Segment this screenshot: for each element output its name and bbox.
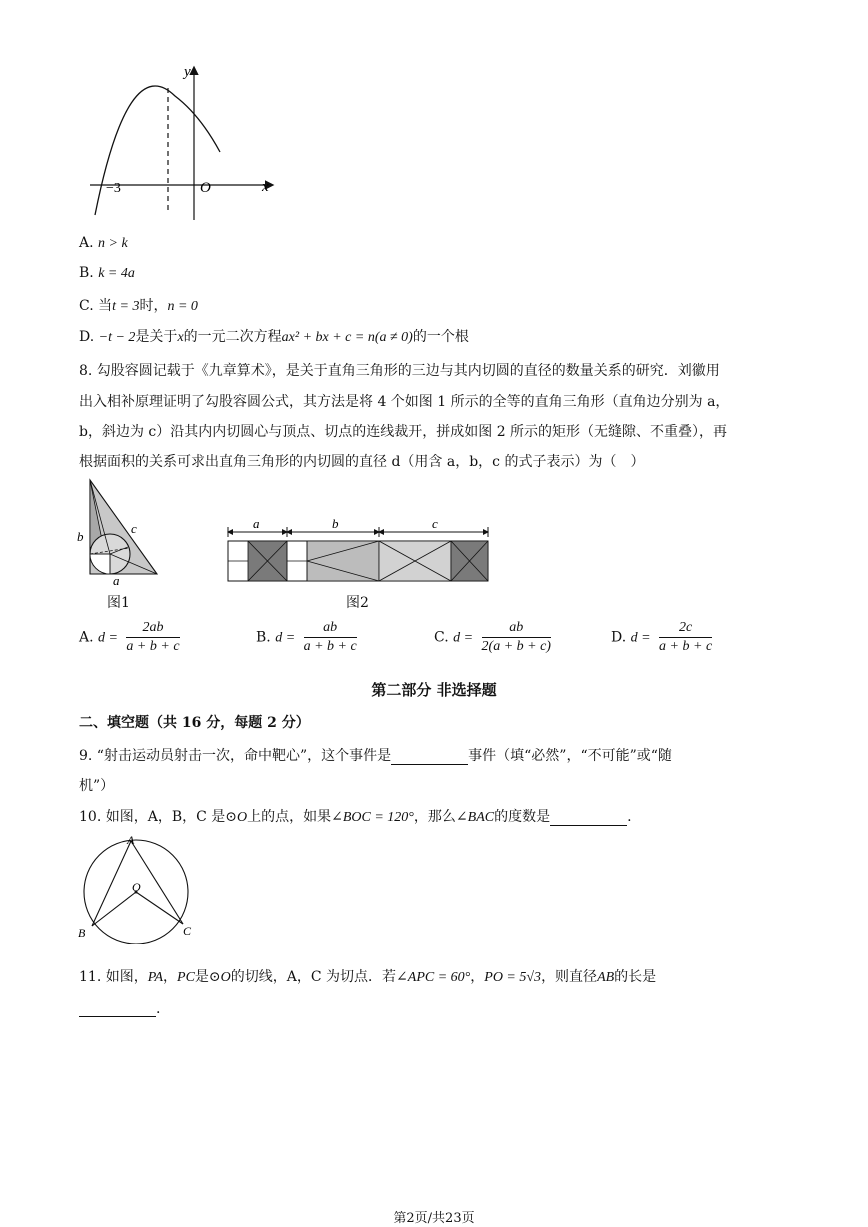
q9-line-1: 9. “射击运动员射击一次，命中靶心”，这个事件是 事件（填“必然”，“不可能”或“随 xyxy=(79,748,672,764)
q7-option-a: A. n > k xyxy=(79,235,128,251)
q10-label-a: A xyxy=(127,833,135,847)
origin-label: O xyxy=(200,180,211,196)
q10-label-o: O xyxy=(132,880,141,894)
q8-figure-1 xyxy=(75,475,170,585)
y-axis-label: y xyxy=(184,64,191,80)
q10-circle-figure xyxy=(74,832,199,944)
q8-line-3: b，斜边为 c）沿其内内切圆心与顶点、切点的连线裁开，拼成如图 2 所示的矩形（无缝隙、不重叠），再 xyxy=(79,424,728,440)
fig2-caption: 图2 xyxy=(346,595,369,611)
q10-text: 10. 如图，A，B，C 是⊙O上的点，如果∠BOC = 120°，那么∠BAC的度数是 . xyxy=(79,809,632,825)
q8-option-c: C. d = $\frac{ab}{2(a + b + c)}$ xyxy=(434,620,551,654)
page-footer: 第2页/共23页 xyxy=(393,1211,475,1226)
fig2-label-b: b xyxy=(332,516,339,531)
q8-option-d: D. d = $\frac{2c}{a + b + c}$ xyxy=(611,620,713,654)
q8-line-2: 出入相补原理证明了勾股容圆公式，其方法是将 4 个如图 1 所示的全等的直角三角形（直角边分别为 a， xyxy=(79,394,730,410)
fig1-label-a: a xyxy=(113,573,120,585)
fig2-label-c: c xyxy=(432,516,438,531)
parabola-graph xyxy=(80,60,280,225)
q8-figure-2 xyxy=(222,515,494,587)
x-axis-label: x xyxy=(262,179,269,195)
q9-line-2: 机”） xyxy=(79,778,115,794)
fig1-caption: 图1 xyxy=(107,595,130,611)
q7-option-c: C. 当t = 3时，n = 0 xyxy=(79,298,198,314)
q8-option-a: A. d = $\frac{2ab}{a + b + c}$ xyxy=(79,620,180,654)
fig2-label-a: a xyxy=(253,516,260,531)
q9-answer-blank[interactable] xyxy=(391,748,468,765)
q11-line-1: 11. 如图，PA，PC是⊙O的切线，A，C 为切点．若∠APC = 60°，PO = 5√3，则直径AB的长是 xyxy=(79,969,657,985)
fig1-label-c: c xyxy=(131,521,137,536)
section2-title: 二、填空题（共 16 分，每题 2 分） xyxy=(79,715,310,731)
q10-label-c: C xyxy=(183,924,192,938)
q11-line-2: . xyxy=(79,1000,160,1017)
q8-option-b: B. d = $\frac{ab}{a + b + c}$ xyxy=(256,620,357,654)
q7-option-d: D. −t − 2是关于x的一元二次方程ax² + bx + c = n(a ≠ 0)的一个根 xyxy=(79,329,469,345)
q11-answer-blank[interactable] xyxy=(79,1000,156,1017)
fig1-label-b: b xyxy=(77,529,84,544)
part2-title: 第二部分 非选择题 xyxy=(371,681,497,699)
q10-label-b: B xyxy=(78,926,86,940)
q8-line-4: 根据面积的关系可求出直角三角形的内切圆的直径 d（用含 a，b，c 的式子表示）为（ ） xyxy=(79,454,645,470)
q10-answer-blank[interactable] xyxy=(550,809,627,826)
minus3-label: −3 xyxy=(106,181,121,196)
q8-line-1: 8. 勾股容圆记载于《九章算术》，是关于直角三角形的三边与其内切圆的直径的数量关系的研究．刘徽用 xyxy=(79,363,720,379)
q7-option-b: B. k = 4a xyxy=(79,265,135,281)
